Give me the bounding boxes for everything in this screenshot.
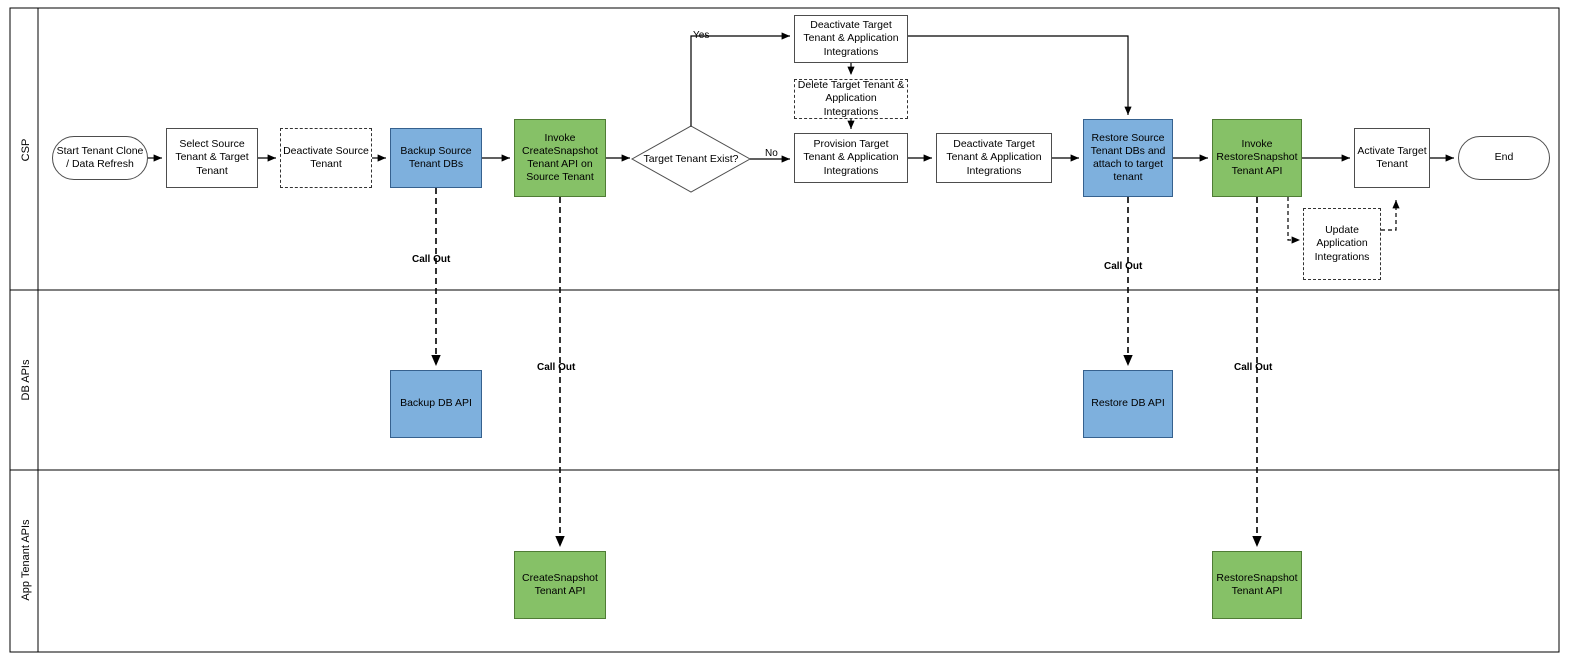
node-restoresnapshot-tenant-api[interactable]: RestoreSnapshot Tenant API (1212, 551, 1302, 619)
node-end[interactable]: End (1458, 136, 1550, 180)
node-deactivate-source-tenant[interactable]: Deactivate Source Tenant (280, 128, 372, 188)
node-update-application-integrations[interactable]: Update Application Integrations (1303, 208, 1381, 280)
lane-label-app-tenant-apis: App Tenant APIs (20, 519, 32, 601)
node-backup-source-tenant-dbs[interactable]: Backup Source Tenant DBs (390, 128, 482, 188)
node-restore-source-tenant-dbs[interactable]: Restore Source Tenant DBs and attach to target tenant (1083, 119, 1173, 197)
edge-label-call-out-restoresnapshot: Call Out (1234, 362, 1273, 373)
edge-label-yes: Yes (693, 30, 710, 41)
node-invoke-createsnapshot-tenant-api[interactable]: Invoke CreateSnapshot Tenant API on Source Tenant (514, 119, 606, 197)
node-createsnapshot-tenant-api[interactable]: CreateSnapshot Tenant API (514, 551, 606, 619)
node-provision-target-tenant-and-application-integrations[interactable]: Provision Target Tenant & Application Integrations (794, 133, 908, 183)
node-select-source-target-tenant[interactable]: Select Source Tenant & Target Tenant (166, 128, 258, 188)
node-deactivate-target-tenant-and-application-integrations-top[interactable]: Deactivate Target Tenant & Application Integrations (794, 15, 908, 63)
edge-label-call-out-backup: Call Out (412, 254, 451, 265)
node-deactivate-target-tenant-and-application-integrations-mid[interactable]: Deactivate Target Tenant & Application Integrations (936, 133, 1052, 183)
lane-label-csp: CSP (20, 138, 32, 162)
edge-label-call-out-createsnapshot: Call Out (537, 362, 576, 373)
node-start[interactable]: Start Tenant Clone / Data Refresh (52, 136, 148, 180)
node-target-tenant-exist-decision[interactable]: Target Tenant Exist? (643, 153, 739, 165)
node-invoke-restoresnapshot-tenant-api[interactable]: Invoke RestoreSnapshot Tenant API (1212, 119, 1302, 197)
node-activate-target-tenant[interactable]: Activate Target Tenant (1354, 128, 1430, 188)
node-delete-target-tenant-and-application-integrations[interactable]: Delete Target Tenant & Application Integrations (794, 79, 908, 119)
node-restore-db-api[interactable]: Restore DB API (1083, 370, 1173, 438)
lane-label-db-apis: DB APIs (20, 359, 32, 401)
edge-label-call-out-restore: Call Out (1104, 261, 1143, 272)
node-backup-db-api[interactable]: Backup DB API (390, 370, 482, 438)
edge-label-no: No (765, 148, 778, 159)
